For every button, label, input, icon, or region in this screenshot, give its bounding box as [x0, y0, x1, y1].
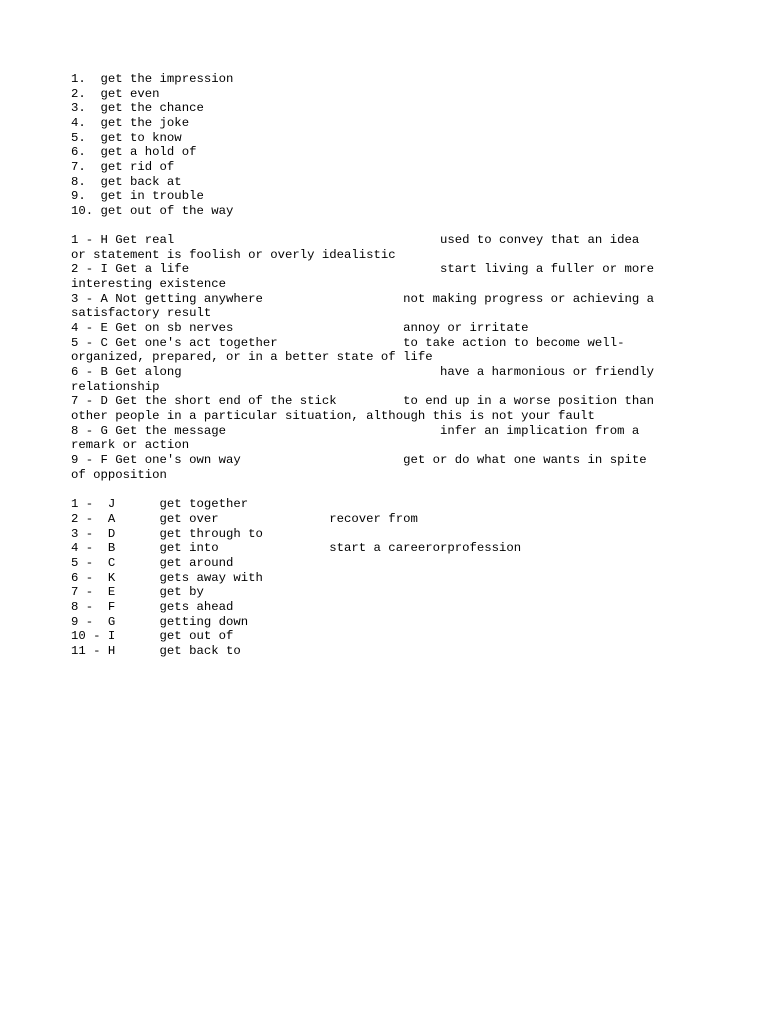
text-line: 8 - G Get the message infer an implication from a: [71, 424, 640, 438]
text-line: or statement is foolish or overly idealistic: [71, 248, 396, 262]
list-item: 2. get even: [71, 87, 160, 101]
text-line: 7 - D Get the short end of the stick to end up in a worse position than: [71, 394, 654, 408]
text-line: 3 - A Not getting anywhere not making progress or achieving a: [71, 292, 654, 306]
answer-row: 9 - G getting down: [71, 615, 249, 629]
list-item: 9. get in trouble: [71, 189, 204, 203]
text-line: of opposition: [71, 468, 167, 482]
list-item: 6. get a hold of: [71, 145, 197, 159]
text-line: satisfactory result: [71, 306, 212, 320]
list-item: 10. get out of the way: [71, 204, 234, 218]
answer-row: 8 - F gets ahead: [71, 600, 234, 614]
answer-row: 1 - J get together: [71, 497, 249, 511]
text-line: other people in a particular situation, although this is not your fault: [71, 409, 595, 423]
answer-row: 3 - D get through to: [71, 527, 263, 541]
answer-row: 4 - B get into start a careerorprofession: [71, 541, 522, 555]
text-line: organized, prepared, or in a better state of life: [71, 350, 433, 364]
text-line: 1 - H Get real used to convey that an idea: [71, 233, 640, 247]
list-item: 4. get the joke: [71, 116, 190, 130]
text-line: 9 - F Get one's own way get or do what one wants in spite: [71, 453, 647, 467]
answer-row: 11 - H get back to: [71, 644, 241, 658]
answer-row: 2 - A get over recover from: [71, 512, 418, 526]
text-line: interesting existence: [71, 277, 226, 291]
text-line: relationship: [71, 380, 160, 394]
answer-row: 7 - E get by: [71, 585, 204, 599]
text-line: 2 - I Get a life start living a fuller or more: [71, 262, 654, 276]
text-line: 4 - E Get on sb nerves annoy or irritate: [71, 321, 529, 335]
text-line: 6 - B Get along have a harmonious or friendly: [71, 365, 654, 379]
text-line: 5 - C Get one's act together to take action to become well-: [71, 336, 625, 350]
list-item: 1. get the impression: [71, 72, 234, 86]
list-item: 5. get to know: [71, 131, 182, 145]
list-item: 8. get back at: [71, 175, 182, 189]
list-item: 3. get the chance: [71, 101, 204, 115]
answer-row: 5 - C get around: [71, 556, 234, 570]
list-item: 7. get rid of: [71, 160, 175, 174]
answer-row: 10 - I get out of: [71, 629, 234, 643]
text-line: remark or action: [71, 438, 190, 452]
answer-row: 6 - K gets away with: [71, 571, 263, 585]
